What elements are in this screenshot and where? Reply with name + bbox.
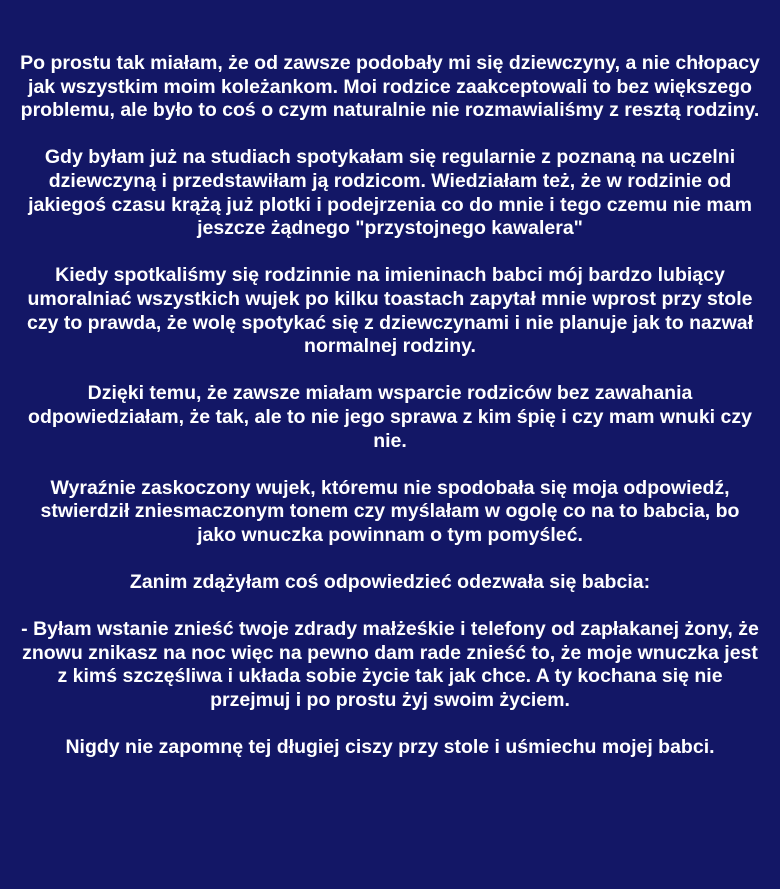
story-paragraph-1: Po prostu tak miałam, że od zawsze podobały mi się dziewczyny, a nie chłopacy jak wszystkim moim koleżankom. Moi rodzice zaakceptowali to bez większego problemu, ale było to coś o czym naturalnie nie rozmawialiśmy z resztą rodziny. <box>20 52 760 122</box>
story-paragraph-5: Wyraźnie zaskoczony wujek, któremu nie spodobała się moja odpowiedź, stwierdził zniesmaczonym tonem czy myślałam w ogolę co na to babcia, bo jako wnuczka powinnam o tym pomyśleć. <box>40 476 740 546</box>
story-paragraph-7: - Byłam wstanie znieść twoje zdrady małżeśkie i telefony od zapłakanej żony, że znowu znikasz na noc więc na pewno dam rade znieść to, że moje wnuczka jest z kimś szczęśliwa i układa sobie życie tak jak chce. A ty kochana się nie przejmuj i po prostu żyj swoim życiem. <box>21 618 759 712</box>
story-paragraph-6: Zanim zdążyłam coś odpowiedzieć odezwała się babcia: <box>129 571 651 594</box>
story-paragraph-4: Dzięki temu, że zawsze miałam wsparcie rodziców bez zawahania odpowiedziałam, że tak, ale to nie jego sprawa z kim śpię i czy mam wnuki czy nie. <box>28 382 752 452</box>
story-paragraph-3: Kiedy spotkaliśmy się rodzinnie na imieninach babci mój bardzo lubiący umoralniać wszystkich wujek po kilku toastach zapytał mnie wprost przy stole czy to prawda, że wolę spotykać się z dziewczynami i nie planuje jak to nazwał normalnej rodziny. <box>26 264 754 358</box>
story-paragraph-8: Nigdy nie zapomnę tej długiej ciszy przy stole i uśmiechu mojej babci. <box>65 736 715 759</box>
story-paragraph-2: Gdy byłam już na studiach spotykałam się regularnie z poznaną na uczelni dziewczyną i przedstawiłam ją rodzicom. Wiedziałam też, że w rodzinie od jakiegoś czasu krążą już plotki i podejrzenia co do mnie i tego czemu nie mam jeszcze żądnego "przystojnego kawalera" <box>28 146 752 240</box>
story-text <box>20 52 760 760</box>
